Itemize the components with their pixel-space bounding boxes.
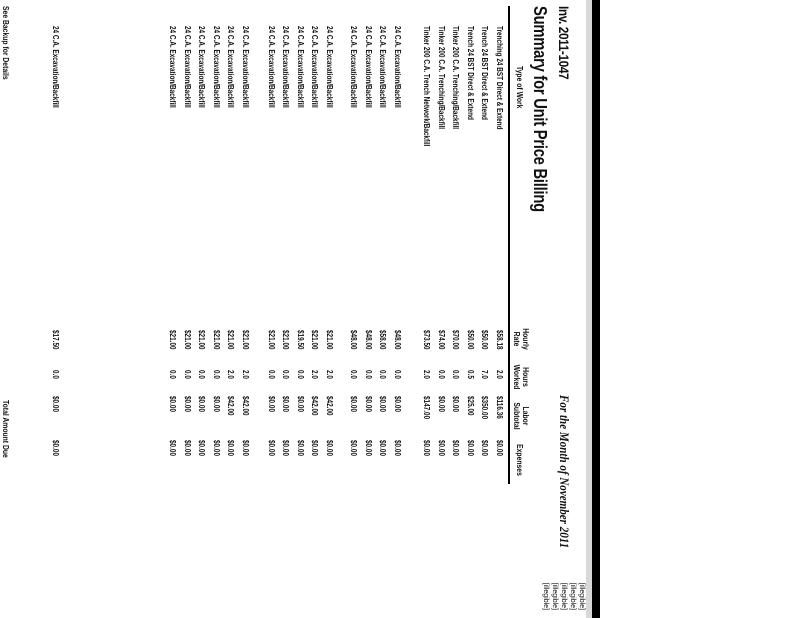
table-row — [432, 0, 446, 618]
cell-rate: $73.50 — [422, 330, 432, 350]
col-hourly-rate: Hourly Rate — [512, 328, 530, 350]
cell-hrs: 2.0 — [226, 370, 236, 379]
cell-hrs: 0.0 — [51, 370, 60, 379]
cell-work: 24 C.A. Excavation/Backfill — [393, 26, 402, 108]
cell-rate: $21.00 — [241, 330, 250, 350]
cell-sub: $0.00 — [349, 396, 359, 413]
table-row — [374, 0, 388, 618]
cell-exp: $0.00 — [226, 440, 236, 457]
cell-work: 24 C.A. Excavation/Backfill — [325, 26, 334, 108]
cell-hrs: 0.0 — [378, 370, 388, 379]
cell-work: 24 C.A. Excavation/Backfill — [378, 26, 388, 108]
cell-work: 24 C.A. Excavation/Backfill — [349, 26, 359, 108]
cell-rate: $58.18 — [495, 330, 504, 350]
cell-work: 24 C.A. Excavation/Backfill — [241, 26, 250, 108]
cell-sub: $0.00 — [393, 396, 402, 413]
header-strip — [586, 0, 592, 618]
table-row — [291, 0, 305, 618]
cell-work: 24 C.A. Excavation/Backfill — [197, 26, 207, 108]
cell-exp: $0.00 — [310, 440, 320, 457]
cell-hrs: 0.5 — [466, 370, 475, 379]
cell-sub: $0.00 — [281, 396, 291, 413]
cell-hrs: 2.0 — [310, 370, 320, 379]
cell-exp: $0.00 — [197, 440, 207, 457]
cell-exp: $0.00 — [51, 440, 60, 457]
col-hours-worked: Hours Worked — [512, 364, 530, 390]
cell-hrs: 0.0 — [437, 370, 446, 379]
table-row — [222, 0, 236, 618]
cell-sub: $42.00 — [226, 396, 236, 416]
cell-work: 24 C.A. Excavation/Backfill — [212, 26, 221, 108]
cell-rate: $70.00 — [451, 330, 461, 350]
cell-work: Trench 24 BST Direct & Extend — [466, 26, 475, 120]
cell-rate: $74.00 — [437, 330, 446, 350]
cell-exp: $0.00 — [422, 440, 432, 457]
cell-work: Tinker 200 C.A. Trench Network/Backfill — [422, 26, 432, 147]
cell-rate: $17.50 — [51, 330, 60, 350]
table-row — [418, 0, 432, 618]
cell-hrs: 0.0 — [267, 370, 276, 379]
cell-work: Trenching 24 BST Direct & Extend — [495, 26, 504, 130]
cell-hrs: 2.0 — [422, 370, 432, 379]
cell-sub: $116.36 — [495, 396, 504, 419]
cell-hrs: 2.0 — [241, 370, 250, 379]
address-line: [illegible] — [569, 582, 576, 610]
table-row — [447, 0, 461, 618]
cell-sub: $25.00 — [466, 396, 475, 416]
cell-rate: $21.00 — [310, 330, 320, 350]
cell-rate: $21.00 — [325, 330, 334, 350]
cell-work: 24 C.A. Excavation/Backfill — [226, 26, 236, 108]
cell-hrs: 2.0 — [325, 370, 334, 379]
cell-exp: $0.00 — [466, 440, 475, 457]
address-line: [illegible] — [542, 582, 549, 610]
cell-sub: $0.00 — [183, 396, 192, 413]
table-row — [207, 0, 221, 618]
cell-rate: $21.00 — [197, 330, 207, 350]
cell-exp: $0.00 — [296, 440, 305, 457]
footer-note: See Backup for Details — [1, 6, 10, 80]
page-title: Summary for Unit Price Billing — [530, 6, 550, 212]
cell-hrs: 0.0 — [349, 370, 359, 379]
cell-hrs: 2.0 — [495, 370, 504, 379]
cell-work: Tinker 200 C.A. Trenching/Backfill — [451, 26, 461, 130]
cell-hrs: 0.0 — [168, 370, 178, 379]
table-row — [388, 0, 402, 618]
cell-sub: $0.00 — [51, 396, 60, 413]
cell-rate: $21.00 — [212, 330, 221, 350]
cell-sub: $0.00 — [267, 396, 276, 413]
cell-sub: $42.00 — [325, 396, 334, 416]
cell-rate: $21.00 — [168, 330, 178, 350]
cell-hrs: 7.0 — [480, 370, 490, 379]
cell-work: 24 C.A. Excavation/Backfill — [296, 26, 305, 108]
cell-rate: $50.00 — [466, 330, 475, 350]
table-row — [193, 0, 207, 618]
cell-rate: $48.00 — [349, 330, 359, 350]
cell-sub: $42.00 — [241, 396, 250, 416]
cell-rate: $21.00 — [183, 330, 192, 350]
cell-exp: $0.00 — [241, 440, 250, 457]
cell-exp: $0.00 — [495, 440, 504, 457]
header-bar — [592, 0, 600, 618]
cell-exp: $0.00 — [281, 440, 291, 457]
cell-hrs: 0.0 — [451, 370, 461, 379]
cell-hrs: 0.0 — [183, 370, 192, 379]
table-row — [320, 0, 334, 618]
cell-exp: $0.00 — [168, 440, 178, 457]
cell-rate: $21.00 — [281, 330, 291, 350]
cell-rate: $58.00 — [378, 330, 388, 350]
billing-period: For the Month of November 2011 — [557, 394, 572, 548]
invoice-number: Inv. 2011-1047 — [556, 6, 572, 80]
table-row — [164, 0, 178, 618]
cell-work: 24 C.A. Excavation/Backfill — [183, 26, 192, 108]
table-row — [345, 0, 359, 618]
table-row — [476, 0, 490, 618]
cell-exp: $0.00 — [325, 440, 334, 457]
table-row — [490, 0, 504, 618]
cell-work: 24 C.A. Excavation/Backfill — [168, 26, 178, 108]
cell-work: 24 C.A. Excavation/Backfill — [281, 26, 291, 108]
cell-sub: $0.00 — [378, 396, 388, 413]
cell-hrs: 0.0 — [296, 370, 305, 379]
cell-hrs: 0.0 — [364, 370, 373, 379]
cell-exp: $0.00 — [437, 440, 446, 457]
cell-work: Trench 24 BST Direct & Extend — [480, 26, 490, 120]
cell-work: 24 C.A. Excavation/Backfill — [51, 26, 60, 108]
cell-sub: $0.00 — [451, 396, 461, 413]
cell-rate: $48.00 — [393, 330, 402, 350]
cell-work: 24 C.A. Excavation/Backfill — [310, 26, 320, 108]
cell-hrs: 0.0 — [197, 370, 207, 379]
cell-rate: $21.00 — [267, 330, 276, 350]
col-type-of-work: Type of Work — [515, 66, 524, 109]
cell-exp: $0.00 — [378, 440, 388, 457]
cell-exp: $0.00 — [349, 440, 359, 457]
cell-hrs: 0.0 — [281, 370, 291, 379]
cell-sub: $0.00 — [437, 396, 446, 413]
address-line: [illegible] — [551, 582, 558, 610]
table-row — [277, 0, 291, 618]
cell-exp: $0.00 — [451, 440, 461, 457]
footer-total-label: Total Amount Due — [1, 400, 10, 458]
cell-sub: $0.00 — [212, 396, 221, 413]
cell-rate: $48.00 — [364, 330, 373, 350]
cell-rate: $19.50 — [296, 330, 305, 350]
cell-exp: $0.00 — [267, 440, 276, 457]
cell-sub: $0.00 — [296, 396, 305, 413]
cell-rate: $50.00 — [480, 330, 490, 350]
cell-exp: $0.00 — [364, 440, 373, 457]
cell-exp: $0.00 — [393, 440, 402, 457]
table-row — [178, 0, 192, 618]
col-expenses: Expenses — [515, 444, 524, 476]
cell-hrs: 0.0 — [393, 370, 402, 379]
cell-rate: $21.00 — [226, 330, 236, 350]
cell-sub: $147.00 — [422, 396, 432, 420]
cell-exp: $0.00 — [480, 440, 490, 457]
table-row — [306, 0, 320, 618]
cell-work: 24 C.A. Excavation/Backfill — [364, 26, 373, 108]
table-row — [262, 0, 276, 618]
address-line: [illegible] — [560, 582, 567, 610]
header-rule — [508, 6, 510, 484]
table-row — [359, 0, 373, 618]
cell-work: 24 C.A. Excavation/Backfill — [267, 26, 276, 108]
table-row — [46, 0, 60, 618]
cell-sub: $0.00 — [364, 396, 373, 413]
cell-sub: $0.00 — [197, 396, 207, 413]
cell-exp: $0.00 — [212, 440, 221, 457]
col-labor-subtotal: Labor Subtotal — [512, 402, 530, 430]
table-row — [461, 0, 475, 618]
cell-exp: $0.00 — [183, 440, 192, 457]
cell-hrs: 0.0 — [212, 370, 221, 379]
cell-sub: $0.00 — [168, 396, 178, 413]
cell-sub: $350.00 — [480, 396, 490, 420]
table-row — [236, 0, 250, 618]
cell-work: Tinker 200 C.A. Trenching/Backfill — [437, 26, 446, 130]
cell-sub: $42.00 — [310, 396, 320, 416]
address-line: [illegible] — [578, 582, 585, 610]
